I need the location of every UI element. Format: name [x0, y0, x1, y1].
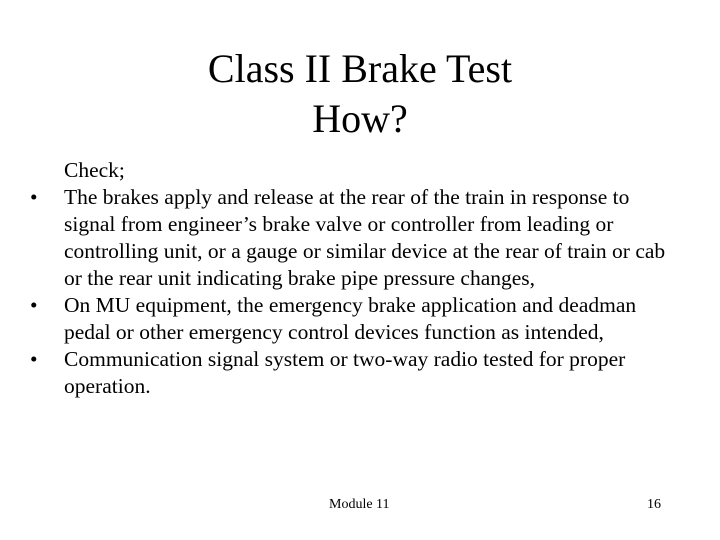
bullet-marker: •	[30, 293, 38, 317]
bullet-item	[24, 346, 684, 400]
bullet-text: The brakes apply and release at the rear of the train in response to signal from engineer’s brake valve or controller from leading or controlling unit, or a gauge or similar device at the rear of train or cab or the rear unit indicating brake pipe pressure changes,	[64, 185, 666, 290]
footer-page-number: 16	[647, 497, 661, 512]
bullet-text: On MU equipment, the emergency brake application and deadman pedal or other emergency control devices function as intended,	[64, 293, 637, 344]
bullet-text: Communication signal system or two-way radio tested for proper operation.	[64, 347, 626, 398]
bullet-item	[24, 184, 684, 292]
bullet-list	[24, 184, 684, 400]
slide-title	[0, 44, 720, 144]
bullet-item	[24, 292, 684, 346]
bullet-marker: •	[30, 185, 38, 209]
bullet-marker: •	[30, 347, 38, 371]
slide-title-line-2: How?	[312, 96, 408, 141]
footer-module-label: Module 11	[329, 497, 390, 512]
intro-text: Check;	[64, 158, 125, 182]
slide-title-line-1: Class II Brake Test	[207, 46, 513, 91]
slide-body	[24, 157, 684, 400]
